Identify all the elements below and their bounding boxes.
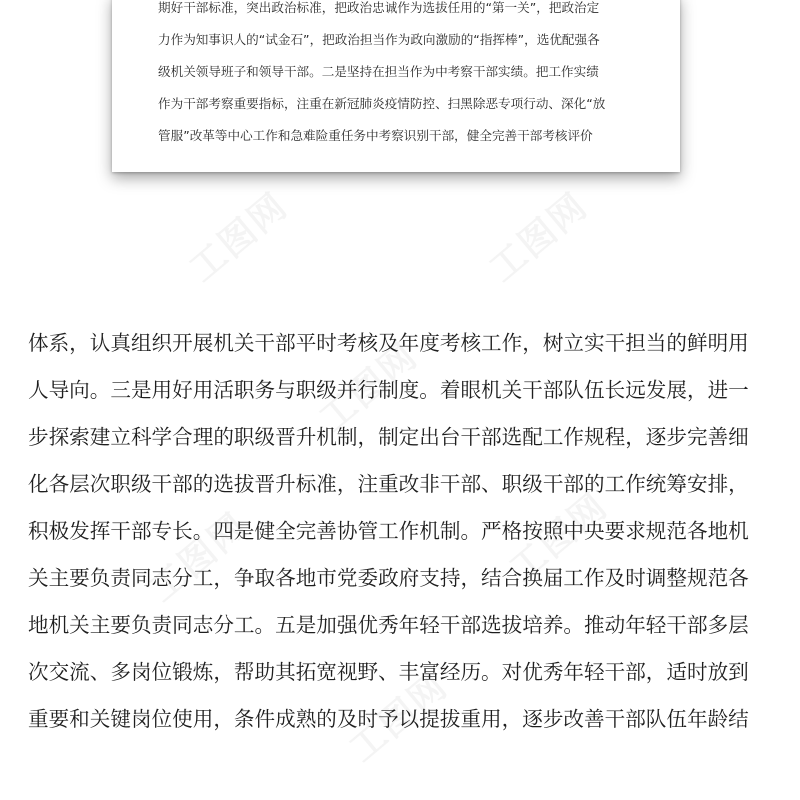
body-text-line: 体系，认真组织开展机关干部平时考核及年度考核工作，树立实干担当的鲜明用 <box>28 331 749 355</box>
watermark: 工图网 <box>142 505 256 611</box>
body-text-line: 积极发挥干部专长。四是健全完善协管工作机制。严格按照中央要求规范各地机 <box>28 519 749 543</box>
body-text-line: 次交流、多岗位锻炼，帮助其拓宽视野、丰富经历。对优秀年轻干部，适时放到 <box>28 660 749 684</box>
watermark: 工图网 <box>182 185 296 291</box>
card-text-line: 力作为知事识人的“试金石”，把政治担当作为政向激励的“指挥棒”，选优配强各 <box>158 32 600 47</box>
body-text-line: 人导向。三是用好用活职务与职级并行制度。着眼机关干部队伍长远发展，进一 <box>28 378 749 402</box>
document-page-preview <box>112 0 680 172</box>
watermark: 工图网 <box>502 485 616 591</box>
body-text-line: 步探索建立科学合理的职级晋升机制，制定出台干部选配工作规程，逐步完善细 <box>28 425 749 449</box>
body-text-line: 化各层次职级干部的选拔晋升标准，注重改非干部、职级干部的工作统筹安排， <box>28 472 749 496</box>
card-text-line: 作为干部考察重要指标，注重在新冠肺炎疫情防控、扫黑除恶专项行动、深化“放 <box>158 96 606 111</box>
body-text-line: 关主要负责同志分工，争取各地市党委政府支持，结合换届工作及时调整规范各 <box>28 566 749 590</box>
body-text-line: 重要和关键岗位使用，条件成熟的及时予以提拔重用，逐步改善干部队伍年龄结 <box>28 707 749 731</box>
card-text-line: 期好干部标准，突出政治标准，把政治忠诚作为选拔任用的“第一关”，把政治定 <box>158 0 600 15</box>
card-text-line: 级机关领导班子和领导干部。二是坚持在担当作为中考察干部实绩。把工作实绩 <box>158 64 599 79</box>
body-text-line: 地机关主要负责同志分工。五是加强优秀年轻干部选拔培养。推动年轻干部多层 <box>28 613 749 637</box>
watermark: 工图网 <box>482 185 596 291</box>
card-text-line: 管服”改革等中心工作和急难险重任务中考察识别干部，健全完善干部考核评价 <box>158 128 593 143</box>
watermark: 工图网 <box>312 335 426 441</box>
watermark: 工图网 <box>342 665 456 771</box>
